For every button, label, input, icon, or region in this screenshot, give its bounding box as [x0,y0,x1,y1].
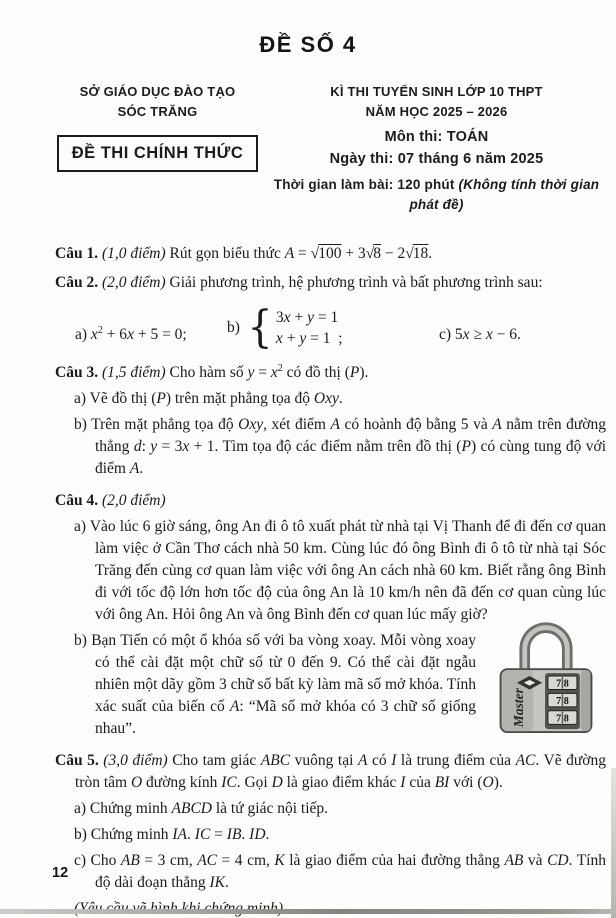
equation-b-label: b) [227,319,240,336]
system-line1: 3x + y = 1 [275,309,339,326]
official-exam-box: ĐỀ THI CHÍNH THỨC [57,135,259,172]
system-line2: x + y = 1 [275,330,331,347]
scan-right-edge [611,768,616,918]
question-3-intro: Câu 3. (1,5 điểm) Cho hàm số $y = x^2$ có đồ thị (P). [55,363,369,381]
equation-system [276,307,338,349]
question-5a: a) Chứng minh ABCD là tứ giác nội tiếp. [74,800,329,817]
school-year: NĂM HỌC 2025 – 2026 [365,104,508,119]
exam-info [265,82,608,215]
question-5b: b) Chứng minh IA. IC = IB. ID. [74,826,270,843]
brand-name: Master [510,688,526,728]
page-title: ĐỀ SỐ 4 [259,32,357,57]
authority-line2: SÓC TRĂNG [117,104,198,119]
exam-date: Ngày thi: 07 tháng 6 năm 2025 [329,151,544,167]
drawing-requirement-note [55,898,606,918]
subject: Môn thi: TOÁN [384,129,489,145]
lock-body-edge [581,670,591,731]
question-1 [55,243,606,265]
system-brace: { [247,302,273,353]
question-4b-wrap [55,630,606,740]
exam-name: KÌ THI TUYỂN SINH LỚP 10 THPT [330,84,543,99]
question-2-intro: Câu 2. (2,0 điểm) Giải phương trình, hệ phương trình và bất phương trình sau: [55,274,543,291]
dial-digits-1: 7 8 [556,678,569,690]
padlock-image [488,614,604,736]
exam-body [55,243,606,918]
system-semicolon: ; [338,330,343,347]
dial-digits-3: 7 8 [556,713,569,725]
question-5c: c) Cho AB = 3 cm, AC = 4 cm, K là giao điểm của hai đường thẳng AB và CD. Tính độ dài đoạn thẳng IK. [74,852,606,891]
question-5-intro: Câu 5. (3,0 điểm) Cho tam giác ABC vuông tại A có I là trung điểm của AC. Vẽ đường tròn tâm O đường kính IC. Gọi D là giao điểm khác I của BI với (O). [55,752,606,791]
dial-digits-2: 7 8 [556,696,569,707]
scan-bottom-edge [0,909,616,914]
question-4-intro: Câu 4. (2,0 điểm) [55,492,166,509]
question-4 [55,490,606,740]
question-4b: b) Bạn Tiến có một ổ khóa số với ba vòng xoay. Mỗi vòng xoay có thể cài đặt một chữ số từ 0 đến 9. Có thể cài đặt ngẫu nhiên một dãy gồm 3 chữ số bất kỳ làm mã số mở khóa. Tính xác suất của biến cố A: “Mã số mở khóa có 3 chữ số giống nhau”. [74,632,476,737]
exam-header [50,82,608,215]
question-2-equations [75,304,606,352]
duration-note: (Không tính thời gian phát đề) [409,177,600,212]
equation-c: c) 5x ≥ x − 6. [439,326,521,343]
question-1-text: Câu 1. (1,0 điểm) Rút gọn biểu thức A = √100 + 3√8 − 2√18. [55,245,433,262]
equation-a: a) $x^2 + 6x + 5 = 0$; [75,325,187,343]
equation-b [227,304,439,352]
duration [265,175,608,215]
question-2 [55,272,606,352]
page-number: 12 [52,865,69,881]
question-3a: a) Vẽ đồ thị (P) trên mặt phẳng tọa độ Oxy. [74,390,343,407]
authority-line1: SỞ GIÁO DỤC ĐÀO TẠO [79,84,236,99]
question-3b: b) Trên mặt phẳng tọa độ Oxy, xét điểm A có hoành độ bằng 5 và A nằm trên đường thẳng d: y = 3x + 1. Tìm tọa độ các điểm nằm trên đồ thị (P) có cùng tung độ với điểm A. [74,416,607,477]
question-5 [55,750,606,918]
duration-text: Thời gian làm bài: 120 phút [273,177,459,192]
question-4a: a) Vào lúc 6 giờ sáng, ông An đi ô tô xuất phát từ nhà tại Vị Thanh để đi đến cơ quan làm việc ở Cần Thơ cách nhà 50 km. Cùng lúc đó ông Bình đi ô tô từ nhà tại Sóc Trăng đến cùng cơ quan làm việc với ông An cách nhà 60 km. Biết rằng ông Bình đi với tốc độ lớn hơn tốc độ của ông An là 10 km/h nên đã đến cơ quan cùng lúc với ông An. Hỏi ông An và ông Bình đến cơ quan lúc mấy giờ? [74,518,606,623]
issuing-authority [50,82,265,215]
shackle-highlight [525,628,568,674]
question-3 [55,362,606,480]
